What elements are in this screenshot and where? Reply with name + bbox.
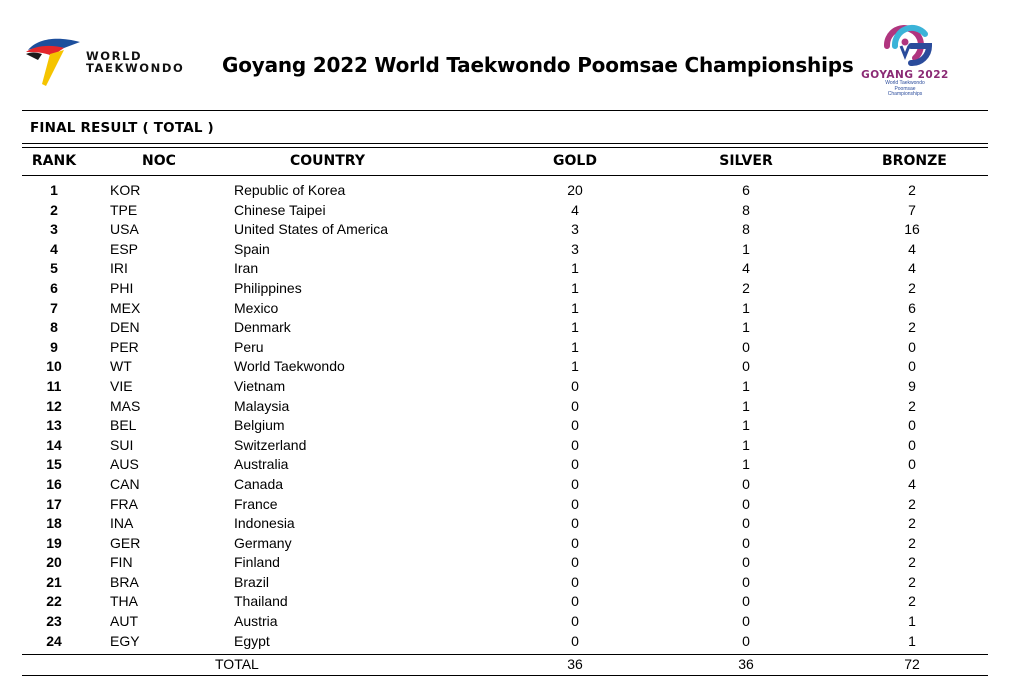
rank-cell: 4	[50, 240, 58, 257]
silver-cell: 8	[742, 201, 750, 218]
rank-cell: 24	[46, 632, 62, 649]
country-cell: Germany	[234, 534, 292, 551]
rank-cell: 11	[46, 377, 62, 394]
taekwondo-kicker-icon	[24, 32, 84, 88]
bronze-cell: 2	[908, 319, 916, 336]
noc-cell: IRI	[110, 260, 128, 277]
silver-cell: 1	[742, 240, 750, 257]
table-top-rule	[22, 143, 988, 144]
column-header-rank: RANK	[31, 153, 77, 169]
bronze-cell: 2	[908, 593, 916, 610]
table-row	[0, 612, 1024, 632]
table-row	[0, 397, 1024, 417]
table-row	[0, 377, 1024, 397]
rank-cell: 3	[50, 221, 58, 238]
world-taekwondo-wordmark	[86, 50, 184, 74]
country-cell: Thailand	[234, 593, 288, 610]
gold-cell: 0	[571, 613, 579, 630]
column-header-silver: SILVER	[719, 153, 773, 169]
rank-cell: 9	[50, 338, 58, 355]
silver-cell: 1	[742, 456, 750, 473]
table-row	[0, 553, 1024, 573]
table-row	[0, 436, 1024, 456]
noc-cell: WT	[110, 358, 132, 375]
silver-cell: 0	[742, 358, 750, 375]
event-title: Goyang 2022 World Taekwondo Poomsae Championships	[222, 53, 854, 77]
table-row	[0, 416, 1024, 436]
bronze-cell: 1	[908, 613, 916, 630]
rank-cell: 5	[50, 260, 58, 277]
results-table-body	[0, 181, 1024, 651]
noc-cell: AUT	[110, 613, 138, 630]
total-bottom-rule	[22, 675, 988, 676]
noc-cell: KOR	[110, 182, 141, 198]
goyang-2022-logo	[840, 24, 970, 102]
bronze-cell: 16	[904, 221, 920, 238]
gold-cell: 0	[571, 495, 579, 512]
noc-cell: PHI	[110, 279, 134, 296]
gold-cell: 0	[571, 554, 579, 571]
silver-cell: 6	[742, 182, 750, 198]
rank-cell: 12	[46, 397, 62, 414]
bronze-cell: 2	[908, 554, 916, 571]
gold-cell: 3	[571, 221, 579, 238]
rank-cell: 17	[46, 495, 62, 512]
country-cell: Republic of Korea	[234, 182, 346, 198]
table-row	[0, 318, 1024, 338]
gold-cell: 0	[571, 475, 579, 492]
country-cell: Austria	[234, 613, 278, 630]
bronze-cell: 0	[908, 456, 916, 473]
rank-cell: 8	[50, 319, 58, 336]
rank-cell: 21	[46, 573, 62, 590]
bronze-cell: 2	[908, 573, 916, 590]
noc-cell: GER	[110, 534, 141, 551]
noc-cell: THA	[110, 593, 138, 610]
goyang-emblem-icon	[867, 24, 943, 68]
wordmark-line-1: WORLD	[86, 49, 143, 63]
silver-cell: 1	[742, 319, 750, 336]
silver-cell: 1	[742, 417, 750, 434]
noc-cell: INA	[110, 515, 134, 532]
table-row	[0, 299, 1024, 319]
rank-cell: 20	[46, 554, 62, 571]
gold-cell: 0	[571, 515, 579, 532]
bronze-cell: 4	[908, 475, 916, 492]
bronze-cell: 2	[908, 279, 916, 296]
gold-cell: 0	[571, 593, 579, 610]
column-header-gold: GOLD	[553, 153, 597, 169]
country-cell: Denmark	[234, 319, 291, 336]
gold-cell: 0	[571, 534, 579, 551]
wordmark-line-2: TAEKWONDO	[86, 61, 185, 75]
rank-cell: 2	[50, 201, 58, 218]
rank-cell: 7	[50, 299, 58, 316]
goyang-logo-sub-1: World Taekwondo	[885, 80, 925, 86]
rank-cell: 19	[46, 534, 62, 551]
rank-cell: 23	[46, 613, 62, 630]
table-row	[0, 240, 1024, 260]
noc-cell: AUS	[110, 456, 139, 473]
gold-cell: 1	[571, 338, 579, 355]
total-row	[0, 655, 1024, 675]
gold-cell: 0	[571, 632, 579, 649]
rank-cell: 16	[46, 475, 62, 492]
silver-cell: 0	[742, 338, 750, 355]
noc-cell: BRA	[110, 573, 139, 590]
table-row	[0, 338, 1024, 358]
bronze-cell: 4	[908, 260, 916, 277]
noc-cell: DEN	[110, 319, 140, 336]
table-row	[0, 201, 1024, 221]
bronze-cell: 0	[908, 436, 916, 453]
bronze-cell: 2	[908, 495, 916, 512]
table-row	[0, 279, 1024, 299]
country-cell: Finland	[234, 554, 280, 571]
noc-cell: USA	[110, 221, 139, 238]
silver-cell: 4	[742, 260, 750, 277]
table-row	[0, 357, 1024, 377]
country-cell: Switzerland	[234, 436, 307, 453]
goyang-logo-sub-2: Poomsae	[894, 85, 916, 92]
rank-cell: 1	[50, 182, 58, 198]
bronze-cell: 0	[908, 358, 916, 375]
bronze-cell: 6	[908, 299, 916, 316]
bronze-cell: 2	[908, 515, 916, 532]
country-cell: United States of America	[234, 221, 389, 238]
silver-cell: 1	[742, 299, 750, 316]
gold-cell: 1	[571, 299, 579, 316]
silver-cell: 0	[742, 495, 750, 512]
silver-cell: 8	[742, 221, 750, 238]
table-row	[0, 495, 1024, 515]
bronze-cell: 2	[908, 182, 916, 198]
table-row	[0, 259, 1024, 279]
gold-cell: 0	[571, 377, 579, 394]
country-cell: Philippines	[234, 279, 302, 296]
bronze-cell: 1	[908, 632, 916, 649]
country-cell: Belgium	[234, 417, 285, 434]
country-cell: Indonesia	[234, 515, 295, 532]
header-bottom-rule	[22, 175, 988, 176]
country-cell: Brazil	[234, 573, 270, 590]
bronze-cell: 2	[908, 534, 916, 551]
rank-cell: 10	[46, 358, 62, 375]
total-silver: 36	[738, 656, 754, 672]
table-row	[0, 573, 1024, 593]
noc-cell: CAN	[110, 475, 140, 492]
silver-cell: 0	[742, 515, 750, 532]
total-gold: 36	[567, 656, 583, 672]
table-row	[0, 475, 1024, 495]
noc-cell: BEL	[110, 417, 137, 434]
noc-cell: SUI	[110, 436, 134, 453]
silver-cell: 0	[742, 632, 750, 649]
table-row	[0, 181, 1024, 201]
silver-cell: 0	[742, 613, 750, 630]
country-cell: Chinese Taipei	[234, 201, 326, 218]
country-cell: Peru	[234, 338, 264, 355]
document-header	[0, 0, 1024, 110]
country-cell: Australia	[234, 456, 289, 473]
gold-cell: 4	[571, 201, 579, 218]
goyang-logo-sub-3: Championships	[887, 91, 923, 97]
rank-cell: 18	[46, 515, 62, 532]
gold-cell: 0	[571, 456, 579, 473]
gold-cell: 0	[571, 417, 579, 434]
gold-cell: 1	[571, 319, 579, 336]
bronze-cell: 2	[908, 397, 916, 414]
silver-cell: 1	[742, 377, 750, 394]
column-header-noc: NOC	[142, 153, 176, 169]
bronze-cell: 7	[908, 201, 916, 218]
table-row	[0, 592, 1024, 612]
silver-cell: 1	[742, 397, 750, 414]
silver-cell: 0	[742, 475, 750, 492]
country-cell: Egypt	[234, 632, 270, 649]
silver-cell: 0	[742, 593, 750, 610]
noc-cell: EGY	[110, 632, 140, 649]
rank-cell: 13	[46, 417, 62, 434]
noc-cell: FRA	[110, 495, 138, 512]
table-top-rule-inner	[22, 147, 988, 148]
total-bronze: 72	[904, 656, 920, 672]
silver-cell: 2	[742, 279, 750, 296]
gold-cell: 1	[571, 279, 579, 296]
gold-cell: 20	[567, 182, 583, 198]
noc-cell: MAS	[110, 397, 141, 414]
country-cell: Canada	[234, 475, 284, 492]
bronze-cell: 4	[908, 240, 916, 257]
world-taekwondo-logo	[24, 32, 214, 88]
country-cell: Spain	[234, 240, 270, 257]
noc-cell: VIE	[110, 377, 133, 394]
column-header-bronze: BRONZE	[882, 153, 947, 169]
header-divider	[22, 110, 988, 111]
bronze-cell: 9	[908, 377, 916, 394]
gold-cell: 1	[571, 260, 579, 277]
noc-cell: TPE	[110, 201, 138, 218]
gold-cell: 3	[571, 240, 579, 257]
goyang-logo-name: GOYANG 2022	[861, 69, 949, 81]
noc-cell: ESP	[110, 240, 139, 257]
silver-cell: 1	[742, 436, 750, 453]
country-cell: Mexico	[234, 299, 279, 316]
table-row	[0, 220, 1024, 240]
total-label: TOTAL	[215, 656, 259, 672]
country-cell: Iran	[234, 260, 259, 277]
country-cell: Vietnam	[234, 377, 286, 394]
gold-cell: 0	[571, 573, 579, 590]
table-row	[0, 455, 1024, 475]
noc-cell: PER	[110, 338, 139, 355]
bronze-cell: 0	[908, 417, 916, 434]
column-header-country: COUNTRY	[290, 153, 365, 169]
rank-cell: 22	[46, 593, 62, 610]
gold-cell: 0	[571, 436, 579, 453]
silver-cell: 0	[742, 554, 750, 571]
country-cell: France	[234, 495, 278, 512]
gold-cell: 0	[571, 397, 579, 414]
rank-cell: 6	[50, 279, 58, 296]
table-row	[0, 632, 1024, 652]
noc-cell: FIN	[110, 554, 133, 571]
rank-cell: 15	[46, 456, 62, 473]
table-row	[0, 534, 1024, 554]
rank-cell: 14	[46, 436, 62, 453]
table-row	[0, 514, 1024, 534]
country-cell: World Taekwondo	[234, 358, 345, 375]
noc-cell: MEX	[110, 299, 141, 316]
silver-cell: 0	[742, 534, 750, 551]
country-cell: Malaysia	[234, 397, 290, 414]
section-title: FINAL RESULT ( TOTAL )	[30, 120, 214, 136]
gold-cell: 1	[571, 358, 579, 375]
silver-cell: 0	[742, 573, 750, 590]
bronze-cell: 0	[908, 338, 916, 355]
